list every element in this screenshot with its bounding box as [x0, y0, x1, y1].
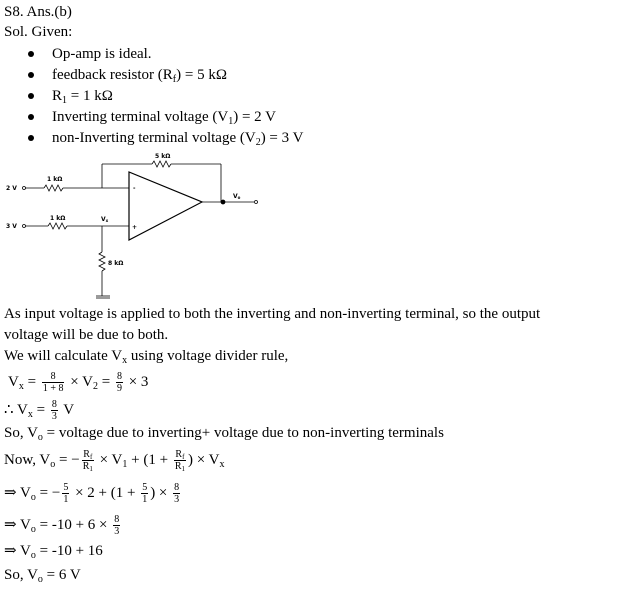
- opamp-circuit-diagram: [4, 150, 274, 300]
- answer-heading: S8. Ans.(b): [4, 4, 72, 20]
- bullet-icon: [28, 114, 34, 120]
- noninverting-terminal-sign: +: [132, 224, 138, 231]
- r-ground-label: 8 kΩ: [108, 260, 124, 267]
- fraction: $\frac{8}{3}$: [114, 514, 120, 537]
- bullet-icon: [28, 135, 34, 141]
- vo-superposition: So, $V_o$ = voltage due to inverting+ voltage due to non-inverting terminals: [4, 425, 444, 443]
- vo-final-answer: So, $V_o = 6$ V: [4, 567, 81, 585]
- explanation-line-3: We will calculate $V_x$ using voltage divider rule,: [4, 348, 289, 366]
- vx-equation: $V_x$ = $\frac{8}{1 + 8}$ × $V_2$ = $\frac{8}{9}$ × 3: [8, 371, 149, 394]
- bullet-icon: [28, 51, 34, 57]
- fraction: $\frac{R_f}{R_1}$: [174, 449, 185, 473]
- vo-general-formula: Now, $V_o$ = − $\frac{R_f}{R_1}$ × $V_1 + (1$ + $\frac{R_f}{R_1}$ ) × $V_x$: [4, 449, 225, 473]
- fraction: $\frac{8}{3}$: [174, 482, 180, 505]
- fraction: $\frac{8}{3}$: [51, 399, 57, 422]
- list-item-text: Op-amp is ideal.: [52, 46, 152, 62]
- list-item-text: $R_1 = 1$ kΩ: [52, 88, 113, 106]
- vo-simplify-1: ⇒ $V_o = -10 + 6$ × $\frac{8}{3}$: [4, 514, 120, 537]
- explanation-line-2: voltage will be due to both.: [4, 327, 169, 343]
- vx-node-label: Vx: [101, 216, 109, 223]
- fraction: $\frac{8}{9}$: [116, 371, 122, 394]
- fraction: $\frac{5}{1}$: [142, 482, 148, 505]
- solution-given-label: Sol. Given:: [4, 24, 73, 40]
- bullet-icon: [28, 72, 34, 78]
- list-item-text: feedback resistor $(R_f) = 5$ kΩ: [52, 67, 227, 85]
- bullet-icon: [28, 93, 34, 99]
- vo-simplify-2: ⇒ $V_o = -10 + 16$: [4, 543, 103, 561]
- fraction: $\frac{R_f}{R_1}$: [82, 449, 93, 473]
- feedback-resistor-label: 5 kΩ: [155, 153, 171, 160]
- fraction: $\frac{5}{1}$: [63, 482, 69, 505]
- list-item-text: Inverting terminal voltage $(V_1) = 2$ V: [52, 109, 276, 127]
- r2-label: 1 kΩ: [50, 215, 66, 222]
- fraction: $\frac{8}{1 + 8}$: [42, 371, 64, 394]
- explanation-line-1: As input voltage is applied to both the inverting and non-inverting terminal, so the output: [4, 306, 541, 322]
- v2-source-label: 3 V: [6, 223, 17, 230]
- v1-source-label: 2 V: [6, 185, 17, 192]
- inverting-terminal-sign: -: [133, 185, 136, 192]
- vo-output-label: Vo: [233, 193, 241, 200]
- list-item-text: non-Inverting terminal voltage $(V_2) = 3$ V: [52, 130, 304, 148]
- r1-label: 1 kΩ: [47, 176, 63, 183]
- vx-result: ∴ $V_x$ = $\frac{8}{3}$ V: [4, 399, 75, 422]
- vo-substitution: ⇒ $V_o$ = − $\frac{5}{1}$ × 2 + (1 + $\frac{5}{1}$ ) × $\frac{8}{3}$: [4, 482, 180, 505]
